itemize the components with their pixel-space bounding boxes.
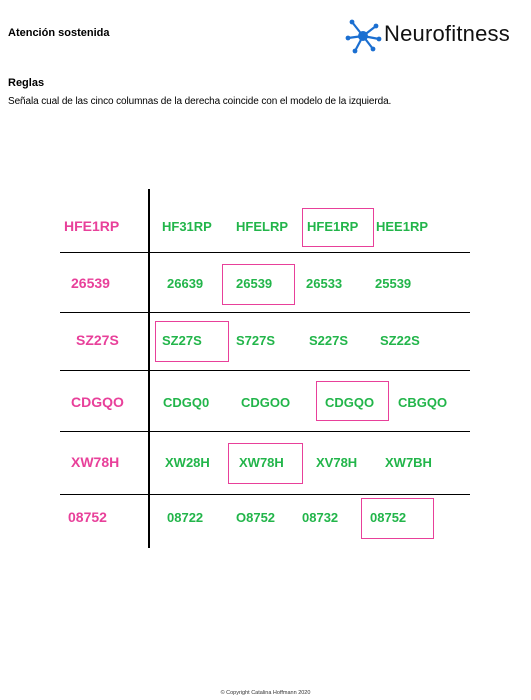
row-divider: [60, 252, 470, 253]
row-divider: [60, 312, 470, 313]
answer-highlight-box: [155, 321, 229, 362]
option-code[interactable]: HF31RP: [162, 219, 212, 234]
option-code[interactable]: S727S: [236, 333, 276, 348]
model-code: 26539: [71, 275, 110, 291]
option-code[interactable]: CBGQO: [398, 395, 448, 410]
option-code[interactable]: O8752: [236, 510, 276, 525]
option-code[interactable]: 26533: [306, 276, 343, 291]
answer-highlight-box: [222, 264, 295, 305]
neurofitness-logo: [343, 16, 523, 56]
option-code[interactable]: S227S: [309, 333, 349, 348]
option-code[interactable]: XW28H: [165, 455, 210, 470]
option-code[interactable]: SZ22S: [380, 333, 420, 348]
option-code[interactable]: 08722: [167, 510, 204, 525]
option-code[interactable]: 08732: [302, 510, 339, 525]
option-code[interactable]: CDGQ0: [163, 395, 210, 410]
row-divider: [60, 370, 470, 371]
option-code[interactable]: 25539: [375, 276, 412, 291]
answer-highlight-box: [302, 208, 374, 247]
model-code: CDGQO: [71, 394, 124, 410]
option-code[interactable]: CDGQO: [325, 395, 375, 410]
option-code[interactable]: XW78H: [239, 455, 284, 470]
model-code: SZ27S: [76, 332, 119, 348]
answer-highlight-box: [228, 443, 303, 484]
document-title: Atención sostenida: [8, 27, 110, 39]
row-divider: [60, 431, 470, 432]
rules-text: Señala cual de las cinco columnas de la derecha coincide con el modelo de la izquierda.: [8, 96, 392, 107]
option-code[interactable]: CDGOO: [241, 395, 291, 410]
model-code: HFE1RP: [64, 218, 120, 234]
model-code: 08752: [68, 509, 107, 525]
rules-heading: Reglas: [8, 77, 45, 89]
logo-wordmark: Neurofitness: [384, 21, 510, 46]
option-code[interactable]: 26539: [236, 276, 273, 291]
option-code[interactable]: 26639: [167, 276, 204, 291]
option-code[interactable]: XW7BH: [385, 455, 432, 470]
answer-highlight-box: [361, 498, 434, 539]
model-code: XW78H: [71, 454, 120, 470]
option-code[interactable]: XV78H: [316, 455, 358, 470]
answer-highlight-box: [316, 381, 389, 421]
option-code[interactable]: SZ27S: [162, 333, 202, 348]
copyright-footer: © Copyright Catalina Hoffmann 2020: [220, 690, 311, 696]
option-code[interactable]: HEE1RP: [376, 219, 429, 234]
option-code[interactable]: HFE1RP: [307, 219, 359, 234]
neuron-icon: [343, 16, 383, 56]
option-code[interactable]: HFELRP: [236, 219, 288, 234]
option-code[interactable]: 08752: [370, 510, 407, 525]
row-divider: [60, 494, 470, 495]
